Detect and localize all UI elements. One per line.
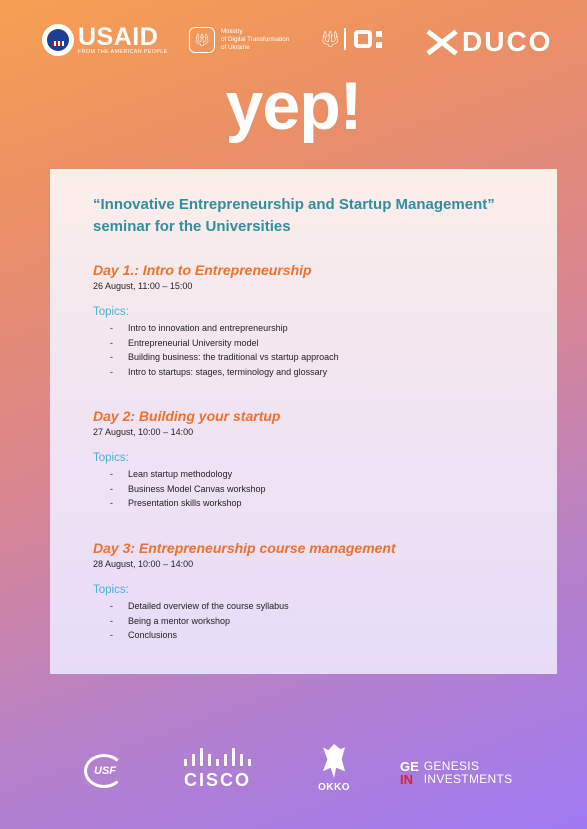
topic-item: - Detailed overview of the course syllabus [110,601,289,611]
genesis-line-1: GENESIS [423,759,480,773]
ministry-line-2: of Digital Transformation [221,36,290,43]
diia-logo [320,28,382,50]
cisco-name: CISCO [184,770,252,790]
cisco-bars-icon [184,748,251,766]
usf-name: USF [94,765,116,777]
topic-item: - Building business: the traditional vs startup approach [110,352,339,362]
day-title: Day 1.: Intro to Entrepreneurship [93,262,312,278]
tsifra-colon-icon [376,31,382,48]
day-title: Day 3: Entrepreneurship course management [93,540,396,556]
topic-item: - Entrepreneurial University model [110,337,259,348]
topics-label: Topics: [93,584,129,596]
trident-icon: 🔱︎ [189,27,215,53]
day-2-section [93,407,533,511]
trident-small-icon: 🔱︎ [320,31,341,48]
usf-logo [84,754,124,788]
usaid-logo [42,24,168,56]
topic-item: - Lean startup methodology [110,469,233,479]
day-time: 26 August, 11:00 – 15:00 [93,281,193,291]
partner-logos-top [0,24,587,60]
ministry-line-3: of Ukraine [221,44,250,51]
day-1-section [93,261,533,379]
headline: yep! [225,68,362,144]
topic-list [93,599,533,643]
ministry-logo [189,27,289,53]
day-title: Day 2: Building your startup [93,408,281,424]
usaid-tagline: FROM THE AMERICAN PEOPLE [78,49,168,55]
topic-item: - Conclusions [110,630,178,640]
okko-name: OKKO [318,782,350,793]
topic-item: - Being a mentor workshop [110,615,231,626]
topics-label: Topics: [93,452,129,464]
okko-logo [318,744,350,793]
genesis-logo [400,760,512,786]
ministry-line-1: Ministry [221,28,243,35]
cisco-logo [184,748,251,791]
seminar-title: “Innovative Entrepreneurship and Startup Management” seminar for the Universities [93,196,495,235]
duco-cross-icon [424,29,460,55]
duco-logo [424,26,552,58]
day-3-section [93,539,533,643]
topic-list [93,321,533,379]
day-time: 27 August, 10:00 – 14:00 [93,427,194,437]
topic-list [93,467,533,511]
griffin-icon [319,744,349,780]
topics-label: Topics: [93,306,129,318]
usaid-seal-icon [42,24,74,56]
seminar-card [50,169,557,674]
usaid-name: USAID [78,23,159,51]
genesis-line-2: INVESTMENTS [423,772,513,786]
partner-logos-bottom [0,740,587,800]
day-time: 28 August, 10:00 – 14:00 [93,559,194,569]
topic-item: - Intro to innovation and entrepreneurship [110,323,288,333]
topic-item: - Presentation skills workshop [110,498,242,508]
duco-name: DUCO [462,26,553,57]
genesis-mark: GE IN [400,759,419,787]
tsifra-o-icon [354,30,372,48]
divider [344,28,346,50]
topic-item: - Business Model Canvas workshop [110,483,266,494]
topic-item: - Intro to startups: stages, terminology and glossary [110,366,328,377]
